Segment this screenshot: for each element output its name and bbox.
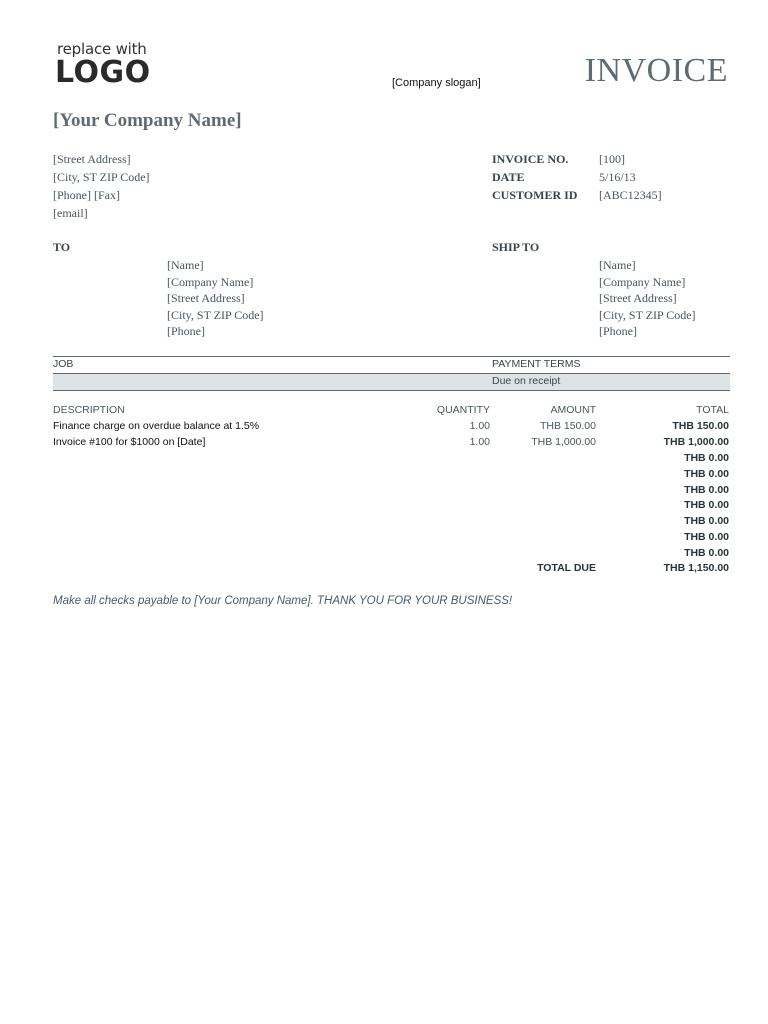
company-name: [Your Company Name] <box>53 110 242 131</box>
item-amount: THB 150.00 <box>539 420 596 432</box>
job-table <box>53 356 730 391</box>
to-city-zip: [City, ST ZIP Code] <box>167 307 264 322</box>
item-total: THB 1,000.00 <box>663 435 729 448</box>
item-total: THB 0.00 <box>684 531 729 544</box>
ship-to-address <box>599 257 696 340</box>
item-quantity: 1.00 <box>469 435 490 448</box>
company-email: [email] <box>53 206 88 220</box>
table-row <box>0 514 768 530</box>
bill-to-address <box>167 257 264 340</box>
date-label: DATE <box>492 170 525 184</box>
company-slogan: [Company slogan] <box>392 77 481 89</box>
job-header: JOB <box>53 358 74 370</box>
invoice-meta-values <box>599 150 662 204</box>
description-header: DESCRIPTION <box>53 404 125 416</box>
shipto-name: [Name] <box>599 258 636 272</box>
item-total: THB 0.00 <box>684 451 729 464</box>
table-row <box>0 435 768 451</box>
table-row <box>0 483 768 499</box>
table-row <box>0 530 768 546</box>
to-phone: [Phone] <box>167 324 205 339</box>
shipto-company: [Company Name] <box>599 274 686 289</box>
to-street: [Street Address] <box>167 291 245 306</box>
customer-id-label: CUSTOMER ID <box>492 188 578 202</box>
amount-header: AMOUNT <box>550 404 596 416</box>
company-address <box>53 150 150 222</box>
item-description: Finance charge on overdue balance at 1.5% <box>53 420 260 432</box>
item-total: THB 0.00 <box>684 499 729 512</box>
item-amount: THB 1,000.00 <box>531 435 596 448</box>
shipto-phone: [Phone] <box>599 324 637 339</box>
ship-to-label: SHIP TO <box>492 240 540 254</box>
item-total: THB 0.00 <box>684 483 729 496</box>
to-label: TO <box>53 240 71 254</box>
item-total: THB 0.00 <box>684 547 729 560</box>
job-table-header <box>53 356 730 373</box>
payment-terms-value: Due on receipt <box>492 375 561 387</box>
table-row <box>0 498 768 514</box>
company-street: [Street Address] <box>53 152 131 166</box>
company-phone-fax: [Phone] [Fax] <box>53 188 120 202</box>
invoice-title: INVOICE <box>584 52 728 89</box>
total-due-label: TOTAL DUE <box>537 562 596 574</box>
total-header: TOTAL <box>696 404 729 416</box>
table-row <box>0 467 768 483</box>
customer-id-value: [ABC12345] <box>599 188 662 202</box>
item-quantity: 1.00 <box>469 420 490 432</box>
shipto-city-zip: [City, ST ZIP Code] <box>599 307 696 322</box>
item-description: Invoice #100 for $1000 on [Date] <box>53 435 206 448</box>
invoice-no-label: INVOICE NO. <box>492 152 569 166</box>
line-items <box>0 419 768 562</box>
quantity-header: QUANTITY <box>436 404 490 416</box>
table-row <box>0 546 768 562</box>
item-total: THB 0.00 <box>684 467 729 480</box>
payment-terms-header: PAYMENT TERMS <box>492 358 581 370</box>
logo-placeholder-caption: replace with <box>57 40 147 58</box>
item-total: THB 0.00 <box>684 515 729 528</box>
company-city-zip: [City, ST ZIP Code] <box>53 170 150 184</box>
invoice-no-value: [100] <box>599 152 625 166</box>
logo-placeholder: LOGO <box>55 55 151 90</box>
to-company: [Company Name] <box>167 274 254 289</box>
table-row <box>0 419 768 435</box>
invoice-meta-labels <box>492 150 577 204</box>
job-table-row <box>53 373 730 391</box>
payment-note: Make all checks payable to [Your Company Name]. THANK YOU FOR YOUR BUSINESS! <box>53 595 513 607</box>
item-total: THB 150.00 <box>672 420 729 432</box>
table-row <box>0 451 768 467</box>
to-name: [Name] <box>167 258 204 272</box>
date-value: 5/16/13 <box>599 170 636 184</box>
shipto-street: [Street Address] <box>599 291 677 306</box>
total-due-value: THB 1,150.00 <box>663 562 729 574</box>
